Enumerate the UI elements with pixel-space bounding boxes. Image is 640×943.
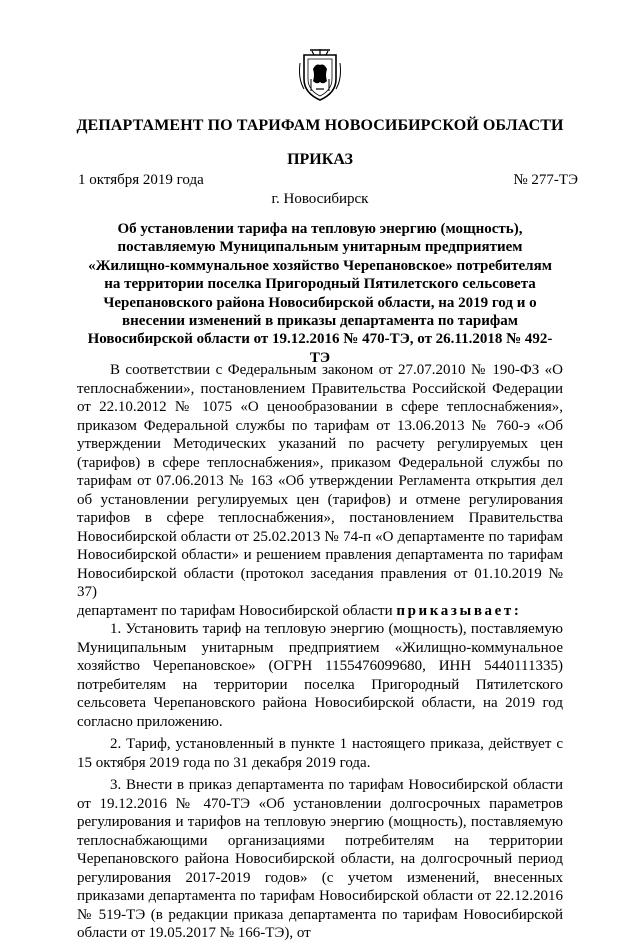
order-body [77, 361, 563, 943]
preamble-paragraph: В соответствии с Федеральным законом от 27.07.2010 № 190-ФЗ «О теплоснабжении», постановлением Правительства Российской Федерации от 22.10.2012 № 1075 «О ценообразовании в сфере теплоснабжения», приказом Федеральной службы по тарифам от 13.06.2013 № 760-э «Об утверждении Методических указаний по расчету регулируемых цен (тарифов) в сфере теплоснабжения», приказом Федеральной службы по тарифам от 07.06.2013 № 163 «Об утверждении Регламента открытия дел об установлении регулируемых цен (тарифов) и отмене регулирования тарифов в сфере теплоснабжения», постановлением Правительства Новосибирской области от 25.02.2013 № 74-п «О департаменте по тарифам Новосибирской области» и решением правления департамента по тарифам Новосибирской области (протокол заседания правления от 01.10.2019 № 37) [77, 362, 563, 600]
order-number: № 277-ТЭ [513, 172, 578, 188]
coat-of-arms-icon [296, 49, 344, 103]
document-type: ПРИКАЗ [287, 151, 353, 168]
department-name: ДЕПАРТАМЕНТ ПО ТАРИФАМ НОВОСИБИРСКОЙ ОБЛАСТИ [76, 117, 564, 134]
decree-line [77, 602, 563, 621]
item-2-paragraph: 2. Тариф, установленный в пункте 1 настоящего приказа, действует с 15 октября 2019 года по 31 декабря 2019 года. [77, 736, 563, 771]
order-city: г. Новосибирск [271, 191, 369, 207]
item-1-paragraph: 1. Установить тариф на тепловую энергию (мощность), поставляемую Муниципальным унитарным предприятием «Жилищно-коммунальное хозяйство Черепановское» (ОГРН 1155476099680, ИНН 5440111335) потребителям на территории поселка Пригородный Пятилетского сельсовета Черепановского района Новосибирской области, на 2019 год согласно приложению. [77, 621, 563, 730]
decree-intro: департамент по тарифам Новосибирской области [77, 602, 397, 619]
decree-word: приказывает: [396, 602, 522, 619]
order-subject: Об установлении тарифа на тепловую энергию (мощность), поставляемую Муниципальным унитарным предприятием «Жилищно-коммунальное хозяйство Черепановское» потребителям на территории поселка Пригородный Пятилетского сельсовета Черепановского района Новосибирской области, на 2019 год и о внесении изменений в приказы департамента по тарифам Новосибирской области от 19.12.2016 № 470-ТЭ, от 26.11.2018 № 492-ТЭ [87, 221, 553, 366]
order-date: 1 октября 2019 года [78, 172, 204, 188]
item-3-paragraph: 3. Внести в приказ департамента по тарифам Новосибирской области от 19.12.2016 № 470-ТЭ «Об установлении долгосрочных параметров регулирования и тарифов на тепловую энергию (мощность), поставляемую теплоснабжающими организациями потребителям на территории Черепановского района Новосибирской области, на долгосрочный период регулирования 2017-2019 годов» (с учетом изменений, внесенных приказами департамента по тарифам Новосибирской области от 22.12.2016 № 519-ТЭ (в редакции приказа департамента по тарифам Новосибирской области от 19.05.2017 № 166-ТЭ), от [77, 777, 563, 941]
